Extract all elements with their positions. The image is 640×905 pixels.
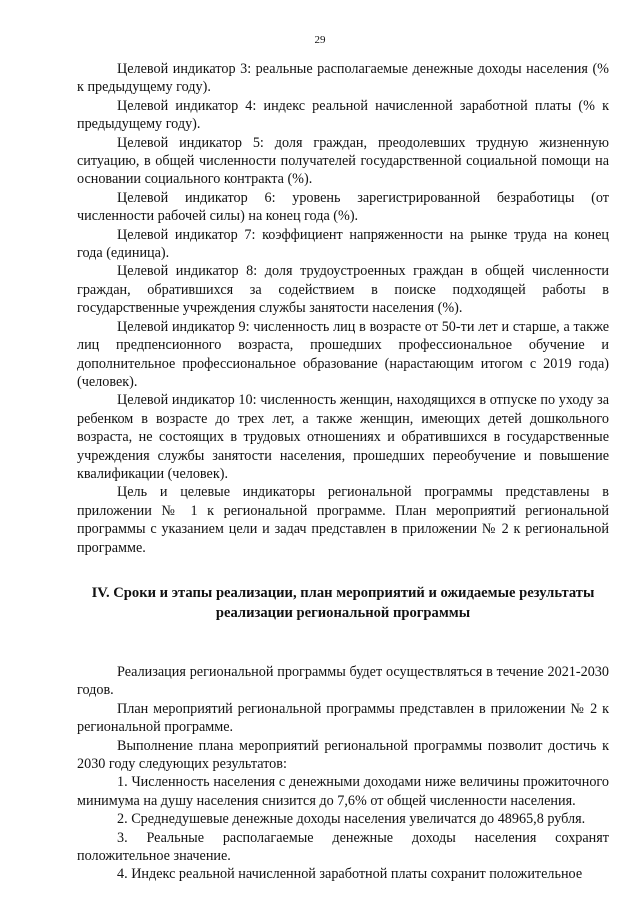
- document-body: [77, 60, 609, 884]
- paragraph-indicator-10: Целевой индикатор 10: численность женщин, находящихся в отпуске по уходу за ребенком в возрасте до трех лет, а также женщин, имеющих детей дошкольного возраста, не состоящих в трудовых отношениях и обратившихся в государственные учреждения службы занятости населения, прошедших переобучение и повышение квалификации (человек).: [77, 392, 609, 482]
- paragraph-result-2: 2. Среднедушевые денежные доходы населения увеличатся до 48965,8 рубля.: [117, 811, 586, 828]
- paragraph-indicator-4: Целевой индикатор 4: индекс реальной начисленной заработной платы (% к предыдущему году).: [77, 97, 609, 133]
- paragraph-result-1: 1. Численность населения с денежными доходами ниже величины прожиточного минимума на душу населения снизится до 7,6% от общей численности населения.: [77, 774, 609, 809]
- paragraph-result-3: 3. Реальные располагаемые денежные доходы населения сохранят положительное значение.: [77, 829, 609, 865]
- section-heading: [77, 583, 609, 623]
- paragraph-implementation-period: Реализация региональной программы будет осуществляться в течение 2021-2030 годов.: [77, 663, 609, 699]
- paragraph-action-plan: План мероприятий региональной программы представлен в приложении № 2 к региональной программе.: [77, 700, 609, 736]
- page-number: 29: [314, 34, 326, 46]
- paragraph-indicator-8: Целевой индикатор 8: доля трудоустроенных граждан в общей численности граждан, обратившихся за содействием в поиске подходящей работы в государственные учреждения службы занятости населения (%).: [77, 263, 609, 317]
- paragraph-indicator-6: Целевой индикатор 6: уровень зарегистрированной безработицы (от численности рабочей силы) на конец года (%).: [77, 189, 609, 225]
- paragraph-appendix-reference: Цель и целевые индикаторы региональной программы представлены в приложении № 1 к региональной программе. План мероприятий региональной программы с указанием цели и задач представлен в приложении № 2 к региональной программе.: [77, 484, 609, 556]
- paragraph-indicator-9: Целевой индикатор 9: численность лиц в возрасте от 50-ти лет и старше, а также лиц предпенсионного возраста, прошедших профессиональное обучение и дополнительное профессиональное образование (нарастающим итогом с 2019 года) (человек).: [77, 318, 609, 390]
- paragraph-indicator-5: Целевой индикатор 5: доля граждан, преодолевших трудную жизненную ситуацию, в общей численности получателей государственной социальной помощи на основании социального контракта (%).: [77, 134, 609, 188]
- paragraph-indicator-7: Целевой индикатор 7: коэффициент напряженности на рынке труда на конец года (единица).: [77, 226, 609, 262]
- section-heading-line-1: IV. Сроки и этапы реализации, план мероприятий и ожидаемые результаты: [91, 584, 595, 601]
- section-heading-line-2: реализации региональной программы: [215, 604, 471, 621]
- paragraph-result-4: 4. Индекс реальной начисленной заработной платы сохранит положительное: [117, 866, 583, 883]
- paragraph-expected-results-intro: Выполнение плана мероприятий региональной программы позволит достичь к 2030 году следующих результатов:: [77, 737, 609, 772]
- paragraph-indicator-3: Целевой индикатор 3: реальные располагаемые денежные доходы населения (% к предыдущему году).: [77, 61, 609, 96]
